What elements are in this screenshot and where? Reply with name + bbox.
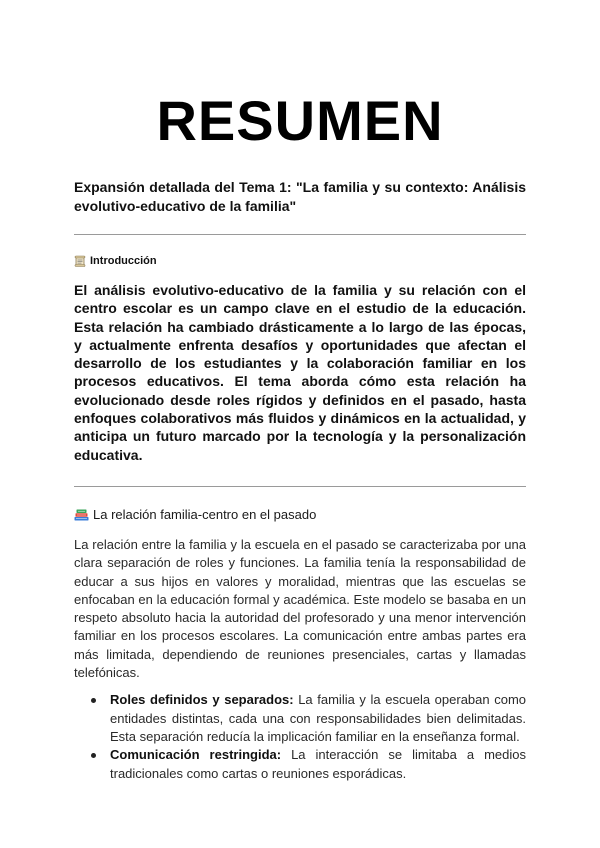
document-title: RESUMEN (156, 89, 444, 152)
bullet-text: La familia y la escuela operaban como entidades distintas, cada una con responsabilidades bien delimitadas. Esta separación reducía la implicación familiar en la enseñanza formal. (110, 692, 527, 744)
intro-heading (74, 255, 526, 267)
history-heading-label: La relación familia-centro en el pasado (93, 506, 317, 522)
list-item (110, 691, 526, 746)
scroll-icon (74, 255, 86, 267)
bullet-term: Comunicación restringida: (110, 747, 282, 763)
history-heading (74, 507, 526, 522)
intro-heading-label: Introducción (90, 255, 157, 267)
section-divider (74, 234, 526, 235)
document-page (74, 0, 526, 783)
intro-paragraph: El análisis evolutivo-educativo de la familia y su relación con el centro escolar es un campo clave en el estudio de la educación. Esta relación ha cambiado drásticamente a lo largo de las épocas, y actualmente enfrenta desafíos y oportunidades que afectan el desarrollo de los estudiantes y la colaboración familiar en los procesos educativos. El tema aborda cómo esta relación ha evolucionado desde roles rígidos y definidos en el pasado, hasta enfoques colaborativos más fluidos y dinámicos en la actualidad, y anticipa un futuro marcado por la tecnología y la personalización educativa. (74, 282, 526, 463)
history-paragraph: La relación entre la familia y la escuela en el pasado se caracterizaba por una clara separación de roles y funciones. La familia tenía la responsabilidad de educar a sus hijos en valores y moralidad, mientras que las escuelas se enfocaban en la educación formal y académica. Este modelo se basaba en un respeto absoluto hacia la autoridad del profesorado y una menor intervención familiar en los procesos escolares. La comunicación entre ambas partes era más limitada, dependiendo de reuniones presenciales, cartas y llamadas telefónicas. (74, 536, 526, 681)
document-subtitle: Expansión detallada del Tema 1: "La familia y su contexto: Análisis evolutivo-educativo de la familia" (74, 179, 526, 214)
section-divider (74, 486, 526, 487)
bullet-text: La interacción se limitaba a medios tradicionales como cartas o reuniones esporádicas. (110, 747, 526, 781)
bullet-term: Roles definidos y separados: (110, 692, 294, 708)
bullet-icon (91, 698, 96, 703)
history-bullet-list (74, 691, 526, 782)
books-icon (74, 508, 89, 521)
bullet-icon (91, 753, 96, 758)
list-item (110, 746, 526, 783)
